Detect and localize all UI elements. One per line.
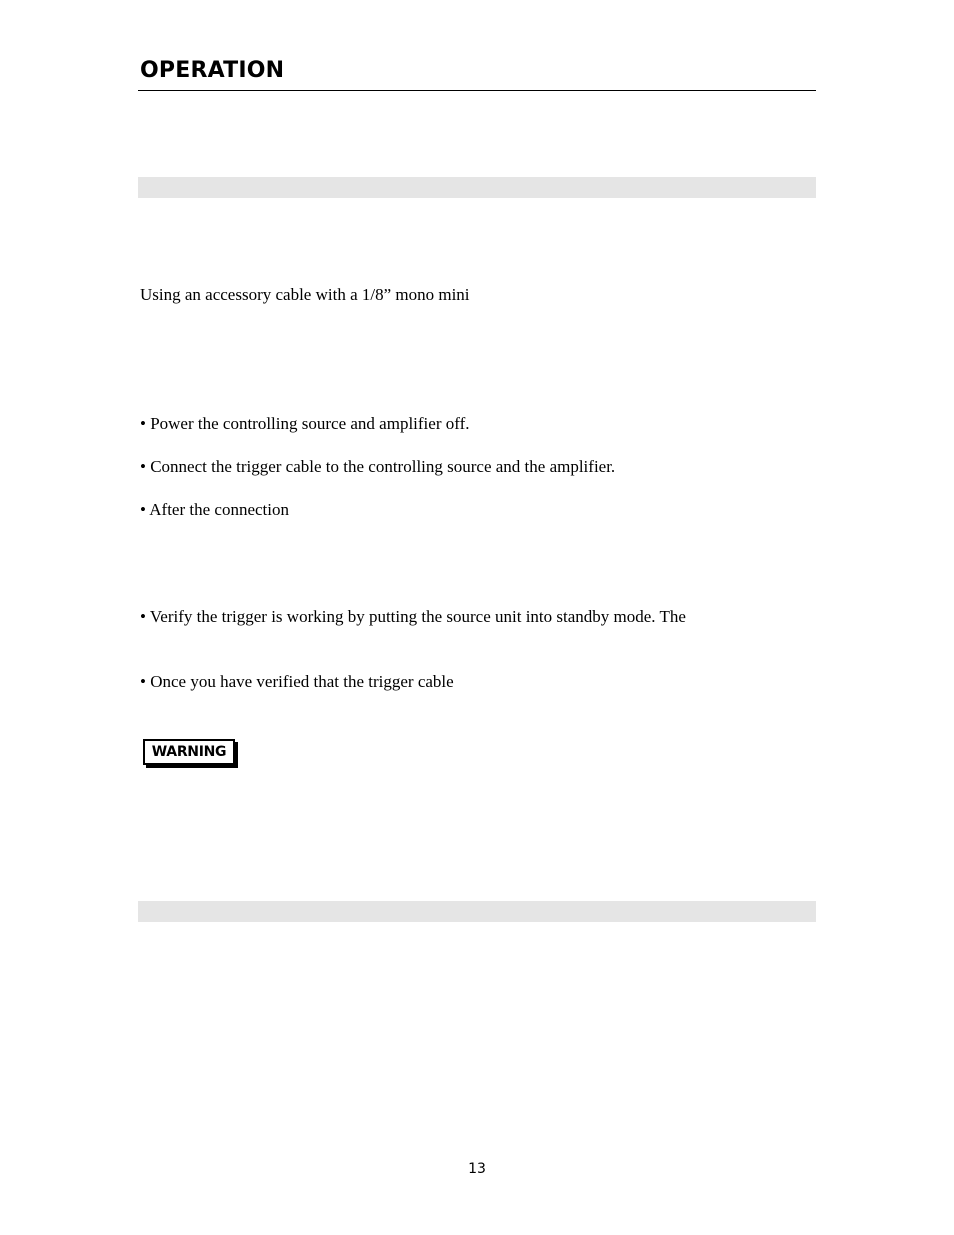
- bullet-verify-trigger: • Verify the trigger is working by putting the source unit into standby mode. The: [140, 607, 686, 626]
- bullet-after-connection: • After the connection: [140, 500, 289, 519]
- title-underline-divider: [138, 90, 816, 91]
- shaded-section-bar: [138, 901, 816, 922]
- section-title: OPERATION: [140, 58, 285, 83]
- bullet-connect-cable: • Connect the trigger cable to the controlling source and the amplifier.: [140, 457, 616, 476]
- bullet-once-verified: • Once you have verified that the trigger cable: [140, 672, 454, 691]
- warning-badge: WARNING: [143, 739, 235, 765]
- intro-paragraph: Using an accessory cable with a 1/8” mono mini: [140, 285, 470, 304]
- bullet-power-off: • Power the controlling source and amplifier off.: [140, 414, 470, 433]
- shaded-section-bar: [138, 177, 816, 198]
- page-number: 13: [468, 1161, 486, 1177]
